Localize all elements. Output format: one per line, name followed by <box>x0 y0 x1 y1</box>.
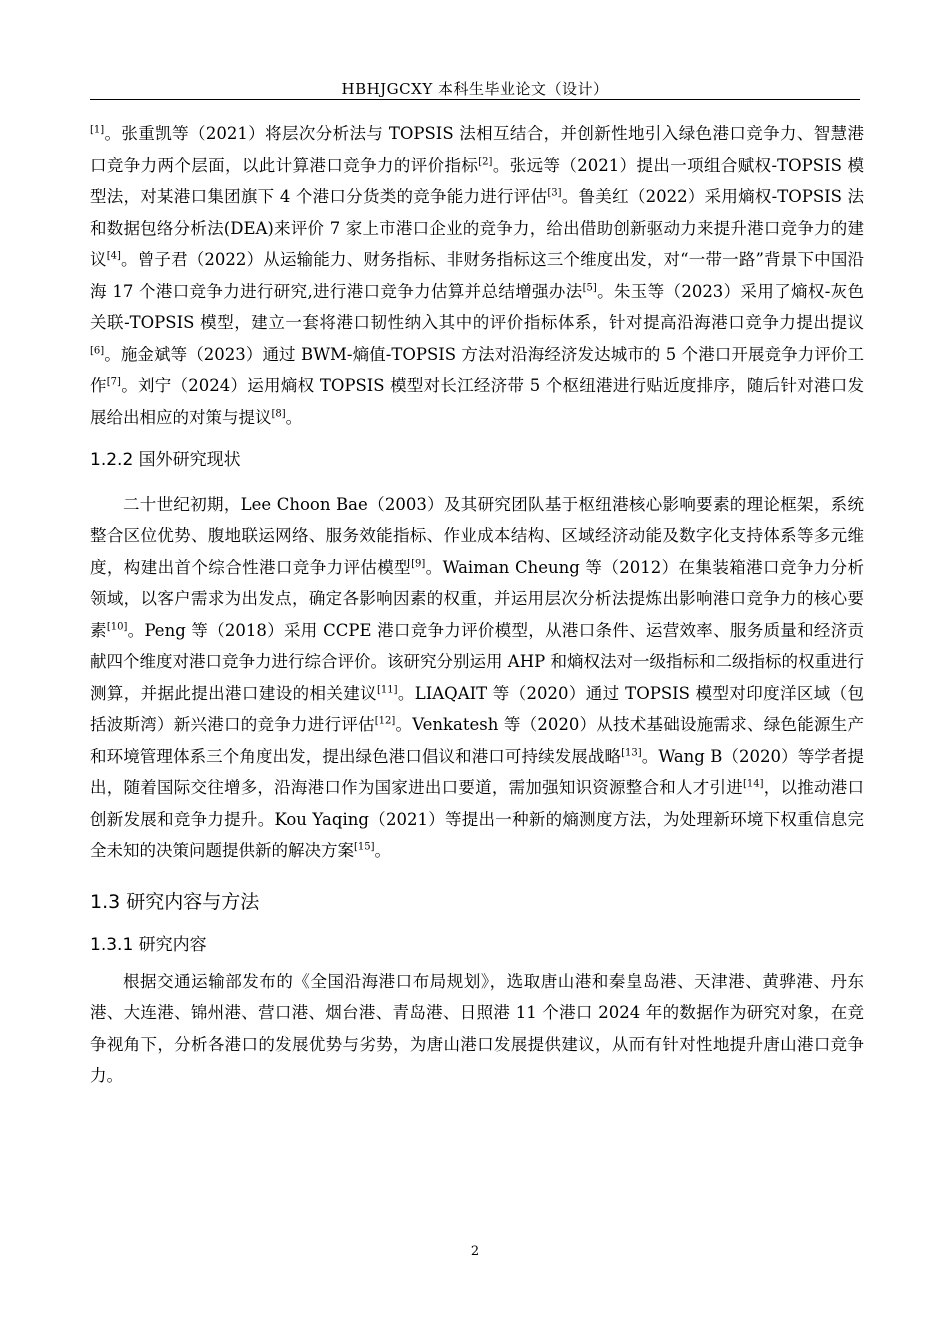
running-header: HBHJGCXY 本科生毕业论文（设计） <box>341 80 609 98</box>
citation: [8] <box>271 408 286 419</box>
spacer <box>90 918 864 930</box>
paragraph-text: 。鲁美红（2022）采用熵权-TOPSIS 法和数据包络分析法(DEA)来评价 7 家上市港口企业的竞争力，给出借助创新驱动力来提升港口竞争力的建议 <box>90 187 864 269</box>
citation: [6] <box>90 345 105 356</box>
citation: [5] <box>582 282 597 293</box>
paragraph-text: 。朱玉等（2023）采用了熵权-灰色关联-TOPSIS 模型，建立一套将港口韧性纳入其中的评价指标体系，针对提高沿海港口竞争力提出提议 <box>90 281 864 332</box>
header-rule <box>90 99 860 100</box>
body-paragraph-2 <box>90 489 864 867</box>
spacer <box>90 867 864 887</box>
paragraph-text: 。施金斌等（2023）通过 BWM-熵值-TOPSIS 方法对沿海经济发达城市的 5 个港口开展竞争力评价工作 <box>90 344 864 395</box>
page-number: 2 <box>470 1244 480 1259</box>
citation: [3] <box>547 187 562 199</box>
citation: [4] <box>106 250 121 262</box>
citation: [14] <box>743 778 764 790</box>
section-heading-1-3-1: 1.3.1 研究内容 <box>90 935 207 955</box>
paragraph-text: 。Waiman Cheung 等（2012）在集装箱港口竞争力分析领域，以客户需求为出发点，确定各影响因素的权重，并运用层次分析法提炼出影响港口竞争力的核心要素 <box>90 557 865 640</box>
citation: [11] <box>377 684 398 695</box>
paragraph-text: 。Venkatesh 等（2020）从技术基础设施需求、绿色能源生产和环境管理体系三个角度出发，提出绿色港口倡议和港口可持续发展战略 <box>90 715 865 766</box>
spacer <box>90 477 864 489</box>
paragraph-text: 。Wang B（2020）等学者提出，随着国际交往增多，沿海港口作为国家进出口要道，需加强知识资源整合和人才引进 <box>90 746 865 797</box>
body-paragraph-1 <box>90 118 864 433</box>
citation: [12] <box>374 715 396 727</box>
paragraph-text: 。Peng 等（2018）采用 CCPE 港口竞争力评价模型，从港口条件、运营效率、服务质量和经济贡献四个维度对港口竞争力进行综合评价。该研究分别运用 AHP 和熵权法对一级指标和二级指标的权重进行测算，并据此提出港口建设的相关建议 <box>90 620 865 703</box>
paragraph-text: 二十世纪初期，Lee Choon Bae（2003）及其研究团队基于枢纽港核心影响要素的理论框架，系统整合区位优势、腹地联运网络、服务效能指标、作业成本结构、区域经济动能及数字化支持体系等多元维度，构建出首个综合性港口竞争力评估模型 <box>90 494 864 577</box>
spacer <box>90 433 864 445</box>
paragraph-text: 。张重凯等（2021）将层次分析法与 TOPSIS 法相互结合，并创新性地引入绿色港口竞争力、智慧港口竞争力两个层面，以此计算港口竞争力的评价指标 <box>90 124 864 175</box>
page-body <box>90 118 864 1092</box>
citation: [13] <box>621 747 642 758</box>
section-heading-1-3: 1.3 研究内容与方法 <box>90 890 260 913</box>
citation: [10] <box>106 621 128 632</box>
paragraph-text: 。刘宁（2024）运用熵权 TOPSIS 模型对长江经济带 5 个枢纽港进行贴近度排序，随后针对港口发展给出相应的对策与提议 <box>90 376 864 427</box>
body-paragraph-3: 根据交通运输部发布的《全国沿海港口布局规划》，选取唐山港和秦皇岛港、天津港、黄骅港、丹东港、大连港、锦州港、营口港、烟台港、青岛港、日照港 11 个港口 2024 年的数据作为研究对象，在竞争视角下，分析各港口的发展优势与劣势，为唐山港口发展提供建议，从而有针对性地提升唐山港口竞争力。 <box>90 971 864 1085</box>
citation: [7] <box>106 376 121 388</box>
section-heading-1-2-2: 1.2.2 国外研究现状 <box>90 450 241 470</box>
paragraph-text: 。 <box>374 841 392 860</box>
citation: [1] <box>90 124 105 136</box>
citation: [2] <box>478 156 493 167</box>
paragraph-text: 。LIAQAIT 等（2020）通过 TOPSIS 模型对印度洋区域（包括波斯湾）新兴港口的竞争力进行评估 <box>90 683 865 734</box>
paragraph-text: 。张远等（2021）提出一项组合赋权-TOPSIS 模型法，对某港口集团旗下 4 个港口分货类的竞争能力进行评估 <box>90 155 865 206</box>
citation: [15] <box>354 841 375 853</box>
citation: [9] <box>411 558 426 569</box>
paragraph-text: 。 <box>285 407 303 427</box>
paragraph-text: ，以推动港口创新发展和竞争力提升。Kou Yaqing（2021）等提出一种新的熵测度方法，为处理新环境下权重信息完全未知的决策问题提供新的解决方案 <box>90 778 865 860</box>
paragraph-text: 。曾子君（2022）从运输能力、财务指标、非财务指标这三个维度出发，对“一带一路”背景下中国沿海 17 个港口竞争力进行研究,进行港口竞争力估算并总结增强办法 <box>90 250 864 301</box>
